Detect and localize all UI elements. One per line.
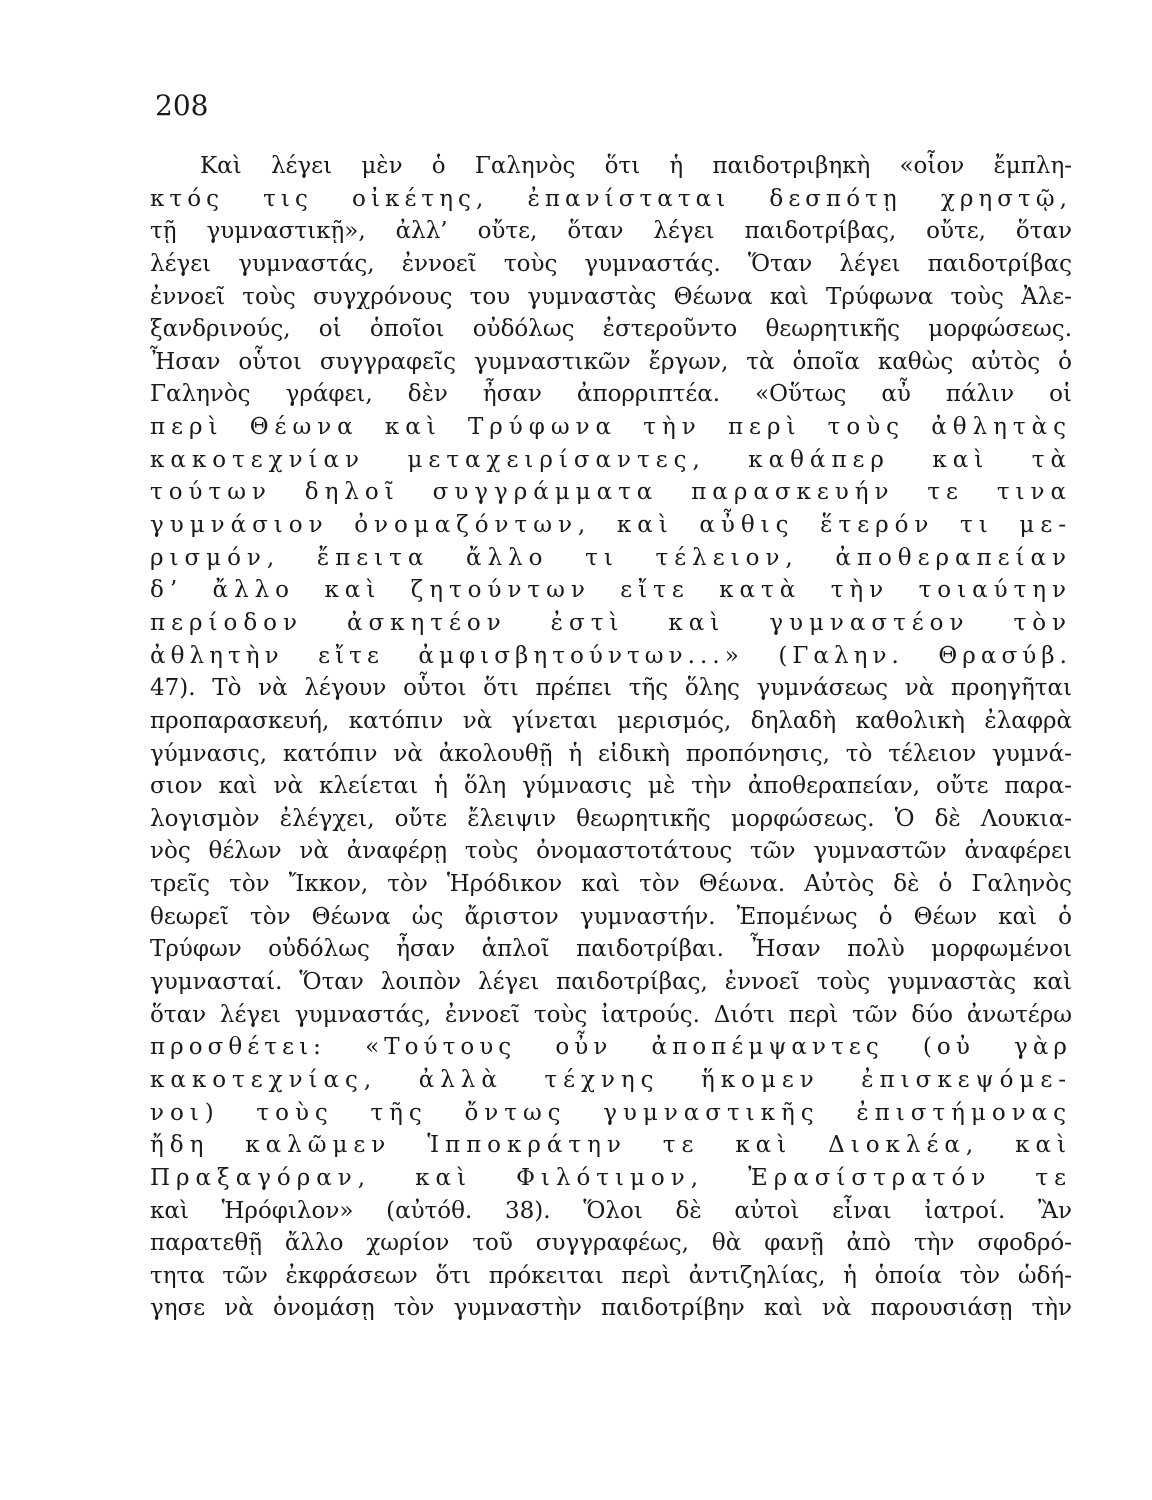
text-line: σιον καὶ νὰ κλείεται ἡ ὅλη γύμνασις μὲ τὴν ἀποθεραπείαν, οὔτε παρα- [150,773,1072,800]
text-line: καὶ Ἡρόφιλον» (αὐτόθ. 38). Ὅλοι δὲ αὐτοὶ εἶναι ἰατροί. Ἂν [150,1197,1072,1224]
text-line: ρισμόν, ἔπειτα ἄλλο τι τέλειον, ἀποθεραπείαν [150,544,1072,571]
text-line: λέγει γυμναστάς, ἐννοεῖ τοὺς γυμναστάς. Ὅταν λέγει παιδοτρίβας [150,250,1072,277]
text-line: κακοτεχνίας, ἀλλὰ τέχνης ἥκομεν ἐπισκεψόμε- [150,1066,1072,1093]
text-line: ἤδη καλῶμεν Ἱπποκράτην τε καὶ Διοκλέα, καὶ [150,1132,1072,1159]
text-line: κακοτεχνίαν μεταχειρίσαντες, καθάπερ καὶ τὰ [150,446,1072,473]
text-line: κτός τις οἰκέτης, ἐπανίσταται δεσπότῃ χρηστῷ, [150,185,1072,212]
text-line: τητα τῶν ἐκφράσεων ὅτι πρόκειται περὶ ἀντιζηλίας, ἡ ὁποία τὸν ὡδή- [150,1262,1072,1289]
body-text [150,150,1072,1325]
text-line: γησε νὰ ὀνομάσῃ τὸν γυμναστὴν παιδοτρίβην καὶ νὰ παρουσιάσῃ τὴν [150,1295,1072,1322]
text-line: γύμνασις, κατόπιν νὰ ἀκολουθῇ ἡ εἰδικὴ προπόνησις, τὸ τέλειον γυμνά- [150,740,1072,767]
text-line: λογισμὸν ἐλέγχει, οὔτε ἔλειψιν θεωρητικῆς μορφώσεως. Ὁ δὲ Λουκια- [150,805,1072,832]
text-line: Γαληνὸς γράφει, δὲν ἦσαν ἀπορριπτέα. «Οὕτως αὖ πάλιν οἱ [150,381,1072,408]
text-line: νοι) τοὺς τῆς ὄντως γυμναστικῆς ἐπιστήμονας [150,1099,1072,1126]
text-line: ἐννοεῖ τοὺς συγχρόνους του γυμναστὰς Θέωνα καὶ Τρύφωνα τοὺς Ἀλε- [150,283,1072,310]
text-line: προπαρασκευή, κατόπιν νὰ γίνεται μερισμός, δηλαδὴ καθολικὴ ἐλαφρὰ [150,707,1072,734]
text-line: Τρύφων οὐδόλως ἦσαν ἁπλοῖ παιδοτρίβαι. Ἦσαν πολὺ μορφωμένοι [150,936,1072,963]
text-line: προσθέτει: «Τούτους οὖν ἀποπέμψαντες (οὐ γὰρ [150,1034,1072,1061]
text-line: ξανδρινούς, οἱ ὁποῖοι οὐδόλως ἐστεροῦντο θεωρητικῆς μορφώσεως. [150,316,1072,343]
text-line: 47). Τὸ νὰ λέγουν οὗτοι ὅτι πρέπει τῆς ὅλης γυμνάσεως νὰ προηγῆται [150,675,1072,702]
text-line: δ’ ἄλλο καὶ ζητούντων εἴτε κατὰ τὴν τοιαύτην [150,577,1072,604]
text-line: Καὶ λέγει μὲν ὁ Γαληνὸς ὅτι ἡ παιδοτριβηκὴ «οἷον ἔμπλη- [200,153,1072,179]
text-line: νὸς θέλων νὰ ἀναφέρῃ τοὺς ὀνομαστοτάτους τῶν γυμναστῶν ἀναφέρει [150,838,1072,865]
text-line: τρεῖς τὸν Ἴκκον, τὸν Ἡρόδικον καὶ τὸν Θέωνα. Αὐτὸς δὲ ὁ Γαληνὸς [150,871,1072,898]
text-line: τῇ γυμναστικῇ», ἀλλ’ οὔτε, ὅταν λέγει παιδοτρίβας, οὔτε, ὅταν [150,218,1072,245]
text-line: Πραξαγόραν, καὶ Φιλότιμον, Ἐρασίστρατόν τε [150,1164,1072,1191]
text-line: τούτων δηλοῖ συγγράμματα παρασκευήν τε τινα [150,479,1072,506]
text-line: γυμνασταί. Ὅταν λοιπὸν λέγει παιδοτρίβας, ἐννοεῖ τοὺς γυμναστὰς καὶ [150,969,1072,996]
text-line: Ἦσαν οὗτοι συγγραφεῖς γυμναστικῶν ἔργων, τὰ ὁποῖα καθὼς αὐτὸς ὁ [150,348,1072,375]
text-line: ὅταν λέγει γυμναστάς, ἐννοεῖ τοὺς ἰατρούς. Διότι περὶ τῶν δύο ἀνωτέρω [150,1001,1072,1028]
page-number: 208 [155,89,209,122]
text-line: ἀθλητὴν εἴτε ἀμφισβητούντων...» (Γαλην. Θρασύβ. [150,642,1072,669]
text-line: περίοδον ἀσκητέον ἐστὶ καὶ γυμναστέον τὸν [150,609,1072,636]
text-line: παρατεθῇ ἄλλο χωρίον τοῦ συγγραφέως, θὰ φανῇ ἀπὸ τὴν σφοδρό- [150,1230,1072,1257]
text-line: θεωρεῖ τὸν Θέωνα ὡς ἄριστον γυμναστήν. Ἐπομένως ὁ Θέων καὶ ὁ [150,903,1072,930]
text-line: περὶ Θέωνα καὶ Τρύφωνα τὴν περὶ τοὺς ἀθλητὰς [150,414,1072,441]
text-line: γυμνάσιον ὀνομαζόντων, καὶ αὖθις ἕτερόν τι με- [150,512,1072,539]
